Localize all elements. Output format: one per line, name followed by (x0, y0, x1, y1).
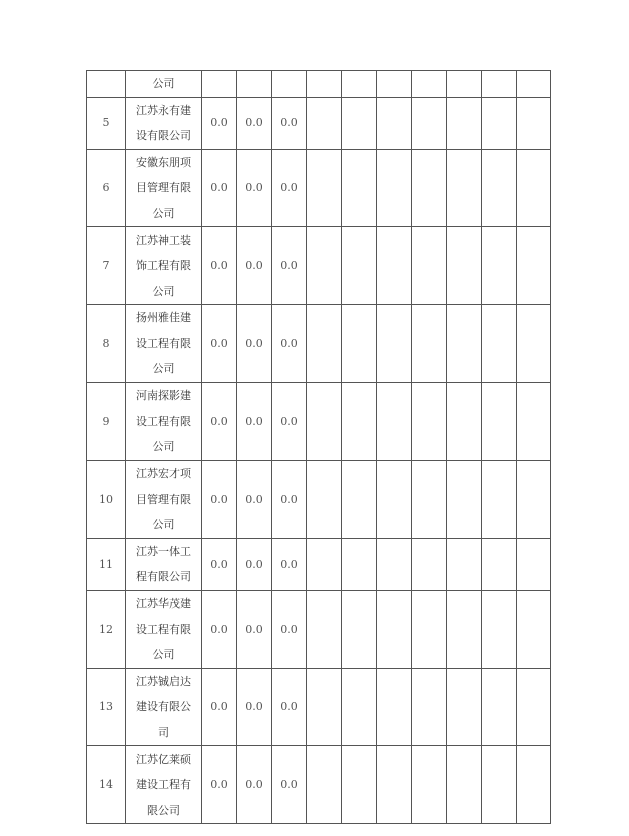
empty-cell (447, 305, 482, 383)
empty-cell (342, 538, 377, 590)
empty-cell (342, 668, 377, 746)
empty-cell (447, 97, 482, 149)
company-name-line: 建设工程有 (136, 778, 191, 792)
company-name-cell (126, 460, 202, 538)
empty-cell (412, 149, 447, 227)
company-name-line: 江苏亿莱硕 (136, 752, 191, 766)
company-name-line: 安徽东朋项 (136, 155, 191, 169)
company-name-line: 公司 (152, 648, 175, 661)
empty-cell (377, 305, 412, 383)
score-cell-v2: 0.0 (237, 149, 272, 227)
score-cell-v3: 0.0 (272, 383, 307, 461)
company-name-line: 河南探影建 (136, 389, 191, 403)
company-name-cell (126, 746, 202, 824)
row-number-cell: 10 (87, 460, 126, 538)
empty-cell (447, 746, 482, 824)
empty-cell (412, 668, 447, 746)
table-row-fragment (87, 71, 551, 98)
row-number-cell: 6 (87, 149, 126, 227)
company-name-cell (126, 149, 202, 227)
company-name-line: 公司 (152, 440, 175, 454)
empty-cell (517, 97, 551, 149)
empty-cell (342, 97, 377, 149)
score-cell-v3: 0.0 (272, 227, 307, 305)
company-name-line: 公司 (152, 518, 175, 532)
empty-cell (307, 590, 342, 668)
empty-cell (517, 746, 551, 824)
empty-cell (377, 538, 412, 590)
empty-cell (517, 460, 551, 538)
company-name-line: 江苏神工装 (136, 233, 191, 247)
empty-cell (342, 590, 377, 668)
row-number-cell: 13 (87, 668, 126, 746)
score-cell-v1: 0.0 (202, 305, 237, 383)
company-name-cell (126, 227, 202, 305)
score-cell-v2: 0.0 (237, 746, 272, 824)
score-cell-v2: 0.0 (237, 383, 272, 461)
table-row (87, 227, 551, 305)
empty-cell (342, 383, 377, 461)
empty-cell (447, 71, 482, 98)
table-row (87, 460, 551, 538)
empty-cell (307, 383, 342, 461)
row-number-cell: 12 (87, 590, 126, 668)
score-cell-v2: 0.0 (237, 305, 272, 383)
empty-cell (482, 149, 517, 227)
empty-cell (482, 305, 517, 383)
score-cell-v1: 0.0 (202, 383, 237, 461)
company-name-line: 江苏一体工 (136, 544, 191, 558)
company-name-cell (126, 97, 202, 149)
row-number-cell: 9 (87, 383, 126, 461)
score-cell-v3: 0.0 (272, 305, 307, 383)
empty-cell (517, 383, 551, 461)
empty-cell (447, 149, 482, 227)
score-cell-v3: 0.0 (272, 590, 307, 668)
empty-cell (517, 305, 551, 383)
company-name-line: 程有限公司 (136, 570, 191, 584)
empty-cell (377, 590, 412, 668)
empty-cell (307, 538, 342, 590)
empty-cell (482, 97, 517, 149)
empty-cell (377, 746, 412, 824)
company-name-line: 建设有限公 (136, 700, 191, 714)
empty-cell (307, 746, 342, 824)
empty-cell (517, 590, 551, 668)
empty-cell (447, 383, 482, 461)
empty-cell (482, 460, 517, 538)
empty-cell (447, 668, 482, 746)
score-cell-v2: 0.0 (237, 590, 272, 668)
empty-cell (412, 71, 447, 98)
empty-cell (412, 538, 447, 590)
empty-cell (307, 71, 342, 98)
company-name-line: 设有限公司 (136, 129, 191, 143)
company-name-line: 司 (158, 725, 169, 739)
empty-cell (412, 590, 447, 668)
empty-cell (307, 305, 342, 383)
score-cell-v2: 0.0 (237, 460, 272, 538)
company-name-cell: 公司 (126, 71, 202, 98)
empty-cell (412, 305, 447, 383)
table-row (87, 383, 551, 461)
company-name-line: 设工程有限 (136, 336, 191, 350)
row-number-cell: 8 (87, 305, 126, 383)
empty-cell (272, 71, 307, 98)
company-name-line: 目管理有限 (136, 181, 191, 195)
score-cell-v3: 0.0 (272, 538, 307, 590)
table-row (87, 668, 551, 746)
empty-cell (482, 227, 517, 305)
company-name-line: 江苏华茂建 (136, 597, 191, 610)
empty-cell (517, 668, 551, 746)
score-cell-v1: 0.0 (202, 227, 237, 305)
score-cell-v2: 0.0 (237, 97, 272, 149)
empty-cell (377, 97, 412, 149)
empty-cell (447, 538, 482, 590)
company-name-line: 江苏永有建 (136, 103, 191, 117)
empty-cell (377, 71, 412, 98)
row-number-cell: 7 (87, 227, 126, 305)
empty-cell (447, 590, 482, 668)
empty-cell (482, 71, 517, 98)
empty-cell (307, 460, 342, 538)
empty-cell (202, 71, 237, 98)
empty-cell (412, 383, 447, 461)
row-number-cell: 5 (87, 97, 126, 149)
company-name-cell (126, 305, 202, 383)
empty-cell (377, 383, 412, 461)
empty-cell (377, 460, 412, 538)
score-cell-v3: 0.0 (272, 460, 307, 538)
score-cell-v1: 0.0 (202, 746, 237, 824)
empty-cell (447, 227, 482, 305)
empty-cell (482, 538, 517, 590)
empty-cell (517, 71, 551, 98)
score-cell-v1: 0.0 (202, 668, 237, 746)
empty-cell (412, 227, 447, 305)
score-cell-v3: 0.0 (272, 746, 307, 824)
empty-cell (342, 227, 377, 305)
company-name-line: 江苏宏才项 (136, 467, 191, 481)
empty-cell (517, 149, 551, 227)
table-row (87, 97, 551, 149)
company-name-line: 设工程有限 (136, 414, 191, 428)
score-cell-v3: 0.0 (272, 668, 307, 746)
empty-cell (482, 383, 517, 461)
empty-cell (307, 149, 342, 227)
table-body (87, 71, 551, 824)
empty-cell (377, 227, 412, 305)
empty-cell (412, 97, 447, 149)
company-name-line: 限公司 (147, 803, 180, 817)
empty-cell (517, 538, 551, 590)
company-name-line: 设工程有限 (136, 622, 191, 636)
empty-cell (412, 460, 447, 538)
empty-cell (342, 71, 377, 98)
company-name-line: 公司 (152, 206, 175, 220)
empty-cell (307, 227, 342, 305)
table-row (87, 590, 551, 668)
score-cell-v1: 0.0 (202, 460, 237, 538)
empty-cell (377, 149, 412, 227)
score-cell-v3: 0.0 (272, 97, 307, 149)
empty-cell (342, 746, 377, 824)
empty-cell (412, 746, 447, 824)
company-name-line: 扬州雅佳建 (136, 311, 191, 325)
score-cell-v1: 0.0 (202, 97, 237, 149)
empty-cell (342, 460, 377, 538)
empty-cell (482, 668, 517, 746)
company-name-line: 江苏铖启达 (136, 674, 191, 688)
empty-cell (377, 668, 412, 746)
empty-cell (342, 305, 377, 383)
company-name-line: 公司 (152, 362, 175, 376)
company-name-line: 公司 (152, 284, 175, 298)
score-cell-v3: 0.0 (272, 149, 307, 227)
company-name-line: 目管理有限 (136, 492, 191, 506)
row-number-cell: 11 (87, 538, 126, 590)
table-row (87, 305, 551, 383)
score-cell-v1: 0.0 (202, 538, 237, 590)
score-cell-v1: 0.0 (202, 149, 237, 227)
table-row (87, 746, 551, 824)
company-score-table (86, 70, 551, 824)
row-number-cell: 14 (87, 746, 126, 824)
table-row (87, 149, 551, 227)
empty-cell (482, 746, 517, 824)
empty-cell (517, 227, 551, 305)
empty-cell (307, 97, 342, 149)
company-name-cell (126, 538, 202, 590)
company-name-cell (126, 668, 202, 746)
score-cell-v2: 0.0 (237, 227, 272, 305)
company-name-cell (126, 383, 202, 461)
score-cell-v2: 0.0 (237, 668, 272, 746)
row-number-cell (87, 71, 126, 98)
empty-cell (237, 71, 272, 98)
score-cell-v1: 0.0 (202, 590, 237, 668)
empty-cell (447, 460, 482, 538)
company-name-line: 饰工程有限 (136, 259, 191, 273)
empty-cell (307, 668, 342, 746)
table-row (87, 538, 551, 590)
score-cell-v2: 0.0 (237, 538, 272, 590)
empty-cell (342, 149, 377, 227)
empty-cell (482, 590, 517, 668)
company-name-cell (126, 590, 202, 668)
